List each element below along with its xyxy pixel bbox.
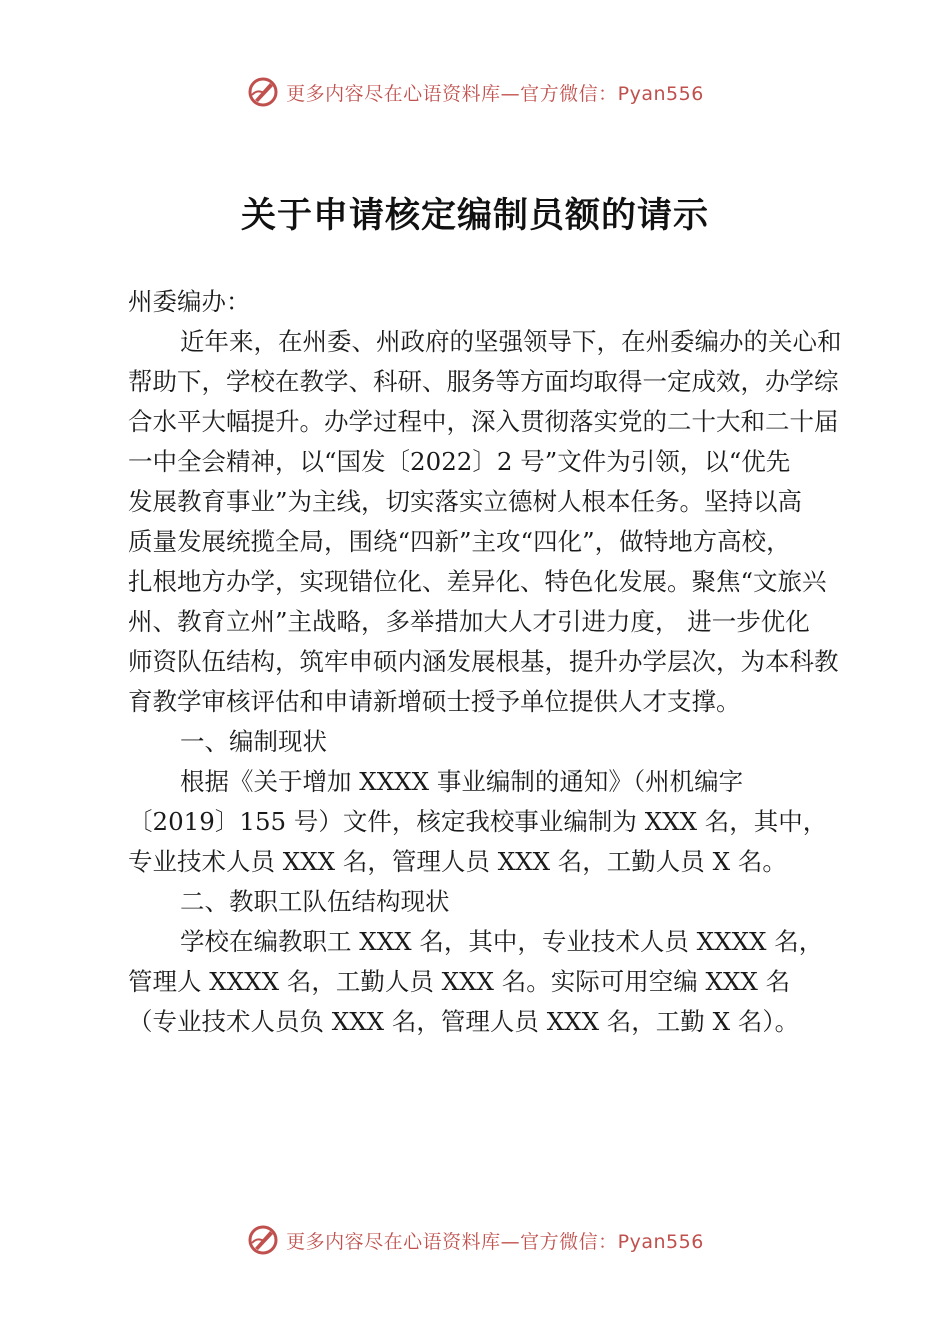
pen-circle-logo-icon [246,1223,280,1257]
header-banner [0,72,950,112]
header-banner-inner [246,75,704,109]
body-line: 质量发展统揽全局，围绕“四新”主攻“四化”，做特地方高校， [128,527,791,556]
footer-banner-inner [246,1223,704,1257]
body-line: 州、教育立州”主战略，多举措加大人才引进力度， 进一步优化 [128,607,810,636]
body-line: 专业技术人员 XXX 名，管理人员 XXX 名，工勤人员 X 名。 [128,847,787,876]
body-line: 一中全会精神，以“国发〔2022〕2 号”文件为引领，以“优先 [128,447,791,476]
body-line: 帮助下，学校在教学、科研、服务等方面均取得一定成效，办学综 [128,367,839,396]
body-line: （专业技术人员负 XXX 名，管理人员 XXX 名，工勤 X 名）。 [128,1007,800,1036]
body-line: 二、教职工队伍结构现状 [180,887,450,916]
body-line: 一、编制现状 [180,727,327,756]
footer-banner [0,1220,950,1260]
document-title: 关于申请核定编制员额的请示 [240,195,709,236]
pen-circle-logo-icon [246,75,280,109]
body-line: 根据《关于增加 XXXX 事业编制的通知》（州机编字 [180,767,744,796]
body-line: 合水平大幅提升。办学过程中，深入贯彻落实党的二十大和二十届 [128,407,839,436]
document-body [128,282,848,1042]
body-line: 师资队伍结构，筑牢申硕内涵发展根基，提升办学层次，为本科教 [128,647,839,676]
header-banner-text: 更多内容尽在心语资料库—官方微信：Pyan556 [286,82,704,105]
footer-banner-text: 更多内容尽在心语资料库—官方微信：Pyan556 [286,1230,704,1253]
body-line: 近年来，在州委、州政府的坚强领导下，在州委编办的关心和 [180,327,842,356]
body-line: 扎根地方办学，实现错位化、差异化、特色化发展。聚焦“文旅兴 [128,567,827,596]
body-line: 学校在编教职工 XXX 名，其中，专业技术人员 XXXX 名， [180,927,824,956]
body-line: 发展教育事业”为主线，切实落实立德树人根本任务。坚持以高 [128,487,803,516]
body-line: 管理人 XXXX 名，工勤人员 XXX 名。实际可用空编 XXX 名 [128,967,791,996]
body-line: 州委编办： [128,287,251,316]
body-line: 育教学审核评估和申请新增硕士授予单位提供人才支撑。 [128,687,741,716]
body-line: 〔2019〕155 号）文件，核定我校事业编制为 XXX 名，其中， [128,807,828,836]
